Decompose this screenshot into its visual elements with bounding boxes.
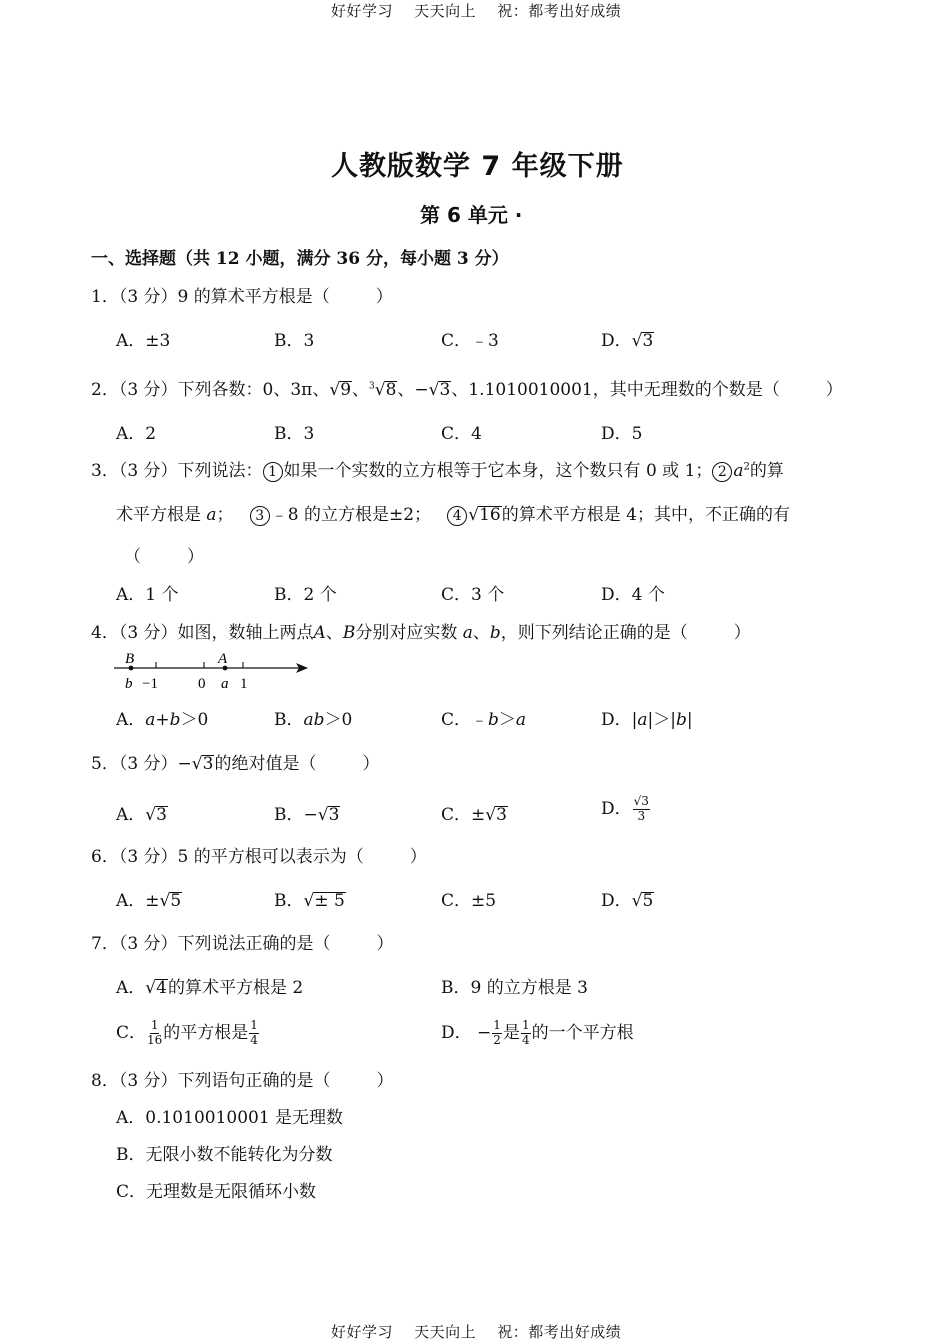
label-a: a (221, 676, 229, 692)
q7-d-post: 的一个平方根 (531, 1023, 634, 1043)
q2-rad9: 9 (340, 380, 352, 400)
q4-c-pre: C．﹣ (441, 710, 489, 730)
q3-l2a: 术平方根是 (116, 505, 201, 525)
q7-d-num2: 1 (521, 1018, 530, 1033)
footer-left: 好好学习 (331, 1323, 394, 1341)
question-4 (91, 618, 751, 643)
circled-1: 1 (263, 462, 283, 482)
q7-option-d (441, 1018, 634, 1048)
q7-d-den1: 2 (493, 1033, 501, 1047)
q7-c-den2: 4 (250, 1033, 258, 1047)
page-header (331, 0, 621, 21)
q7-a-rad: 4 (156, 978, 167, 998)
q5-c-rad: 3 (496, 805, 507, 825)
q5-option-b: B．−√3 (274, 805, 340, 825)
q7-c-num2: 1 (250, 1018, 258, 1033)
q8-stem: 8．（3 分）下列语句正确的是（ (91, 1071, 331, 1091)
q7-d-den2: 4 (521, 1033, 530, 1047)
q5-b-neg: − (303, 805, 318, 825)
q3-close: ） (187, 547, 204, 567)
q1-option-d: D．√3 (601, 331, 654, 351)
q4-d-b: b (675, 710, 687, 730)
question-5: 5．（3 分）−√3的绝对值是（ ） (91, 754, 380, 774)
unit-title: 第 6 单元 · (420, 203, 523, 227)
q4-d-post: | (686, 710, 693, 730)
header-mid: 天天向上 (414, 2, 477, 20)
q3-s2-post: 的算 (749, 461, 784, 481)
q4-d-a: a (637, 710, 648, 730)
q6-option-d: D．√5 (601, 891, 654, 911)
q7-c-den1: 16 (147, 1033, 163, 1047)
q4-c-e2: a (515, 710, 527, 730)
q5-a-rad: 3 (156, 805, 167, 825)
q4-b-pre: B． (274, 710, 304, 730)
q4-a-pre: A． (116, 710, 146, 730)
q4-point-A: A (313, 623, 326, 643)
q3-option-b: B．2 个 (274, 585, 337, 605)
q2-rad3: 3 (439, 380, 451, 400)
q7-a-pre: A． (116, 978, 146, 998)
q2-stem-post: 、1.1010010001，其中无理数的个数是（ (451, 380, 780, 400)
q2-option-d: D．5 (601, 424, 643, 444)
q2-option-a: A．2 (116, 424, 157, 444)
q7-c-mid: 的平方根是 (163, 1023, 249, 1043)
question-3-line-2: 术平方根是 a； 3 ﹣8 的立方根是±2； 4 √16的算术平方根是 4；其中，不正确的有 (116, 505, 790, 525)
footer-mid: 天天向上 (414, 1323, 477, 1341)
q5-close: ） (362, 754, 380, 774)
q2-neg: − (414, 380, 429, 400)
q5-d-pre: D． (601, 799, 632, 819)
q7-c-num1: 1 (150, 1018, 159, 1033)
question-2: 2．（3 分）下列各数：0、3π、√9、$^3$√8、−√3、1.1010010001，其中无理数的个数是（ ） (91, 380, 843, 400)
q5-d-den: 3 (637, 809, 646, 823)
q4-close: ） (733, 623, 751, 643)
page-footer (331, 1321, 621, 1342)
q1-option-c: C．﹣3 (441, 331, 499, 351)
question-3-line-1 (91, 456, 784, 482)
q1-d-prefix: D． (601, 331, 632, 351)
q4-b-post: ＞0 (324, 710, 353, 730)
q5-c-pre: C．± (441, 805, 486, 825)
question-3-line-3 (124, 542, 204, 567)
q3-option-d: D．4 个 (601, 585, 665, 605)
q2-option-b: B．3 (274, 424, 315, 444)
q6-option-a: A．±√5 (116, 891, 182, 911)
q4-a-expr: a+b (145, 710, 181, 730)
q7-d-frac1 (492, 1019, 502, 1048)
q4-option-d (601, 705, 693, 730)
header-left: 好好学习 (331, 2, 394, 20)
q7-option-c (116, 1018, 260, 1048)
q3-var-a: a (733, 461, 744, 481)
q7-d-frac2 (521, 1019, 531, 1048)
label-zero: 0 (198, 676, 206, 692)
footer-right: 祝：都考出好成绩 (497, 1323, 622, 1341)
q7-c-pre: C． (116, 1023, 147, 1043)
q6-b-pre: B． (274, 891, 304, 911)
q4-b-expr: ab (303, 710, 325, 730)
q7-stem: 7．（3 分）下列说法正确的是（ (91, 934, 331, 954)
number-line-figure (110, 648, 320, 694)
q6-stem: 6．（3 分）5 的平方根可以表示为（ (91, 847, 364, 867)
q3-sup: 2 (743, 461, 750, 473)
q5-option-a: A．√3 (116, 805, 167, 825)
question-6 (91, 842, 427, 867)
q8-option-a: A．0.1010010001 是无理数 (116, 1108, 344, 1128)
q6-a-rad: 5 (170, 891, 182, 911)
q7-close: ） (376, 934, 394, 954)
q4-var-a: a (462, 623, 473, 643)
question-7 (91, 929, 394, 954)
q6-d-rad: 5 (642, 891, 654, 911)
q4-d-pre: D．| (601, 710, 638, 730)
q3-s4: 的算术平方根是 4；其中，不正确的有 (501, 505, 790, 525)
label-B: B (125, 651, 135, 667)
section-heading: 一、选择题（共 12 小题，满分 36 分，每小题 3 分） (91, 249, 509, 269)
q4-c-e1: b (488, 710, 499, 730)
q3-rad16: 16 (479, 505, 501, 525)
q2-sep1: 、 (352, 380, 370, 400)
q8-option-b: B．无限小数不能转化为分数 (116, 1145, 333, 1165)
q5-d-fraction (633, 795, 650, 824)
q1-option-b: B．3 (274, 331, 315, 351)
circled-2: 2 (712, 462, 732, 482)
q6-option-b: B．√± 5 (274, 891, 345, 911)
q7-d-mid: 是 (502, 1023, 520, 1043)
q4-c: ，则下列结论正确的是（ (500, 623, 688, 643)
q2-rad8: 8 (385, 380, 397, 400)
q3-option-a: A．1 个 (116, 585, 179, 605)
q6-close: ） (409, 847, 427, 867)
q4-point-B: B (342, 623, 356, 643)
q4-option-a (116, 705, 208, 730)
label-one: 1 (240, 676, 248, 692)
q5-pre: 5．（3 分） (91, 754, 178, 774)
circled-3: 3 (250, 506, 270, 526)
q3-s1: 如果一个实数的立方根等于它本身，这个数只有 0 或 1； (283, 461, 713, 481)
label-A: A (218, 651, 228, 667)
q3-l2-var: a (206, 505, 217, 525)
q1-d-radicand: 3 (642, 331, 654, 351)
q5-b-pre: B． (274, 805, 304, 825)
q7-a-post: 的算术平方根是 2 (167, 978, 304, 998)
q4-a-post: ＞0 (180, 710, 209, 730)
label-b: b (125, 676, 133, 692)
q3-open: （ (124, 547, 141, 567)
q4-sep2: 、 (472, 623, 490, 643)
q2-close: ） (825, 380, 843, 400)
q5-option-d (601, 794, 651, 824)
q6-a-pre: A．± (116, 891, 160, 911)
q7-option-b: B．9 的立方根是 3 (441, 978, 588, 998)
q1-option-a: A．±3 (116, 331, 171, 351)
q7-d-neg: − (477, 1023, 492, 1043)
q2-cube-index: 3 (369, 381, 375, 392)
q1-stem: 1．（3 分）9 的算术平方根是（ (91, 287, 330, 307)
q7-d-num1: 1 (493, 1018, 501, 1033)
q4-sep: 、 (325, 623, 343, 643)
q7-option-a: A．√4的算术平方根是 2 (116, 978, 304, 998)
q8-option-c: C．无理数是无限循环小数 (116, 1182, 317, 1202)
q5-a-pre: A． (116, 805, 146, 825)
question-8 (91, 1066, 394, 1091)
q5-option-c: C．±√3 (441, 805, 507, 825)
q7-c-frac1 (147, 1019, 162, 1048)
q2-option-c: C．4 (441, 424, 482, 444)
q5-d-num: √3 (633, 794, 649, 809)
q2-sep2: 、 (397, 380, 415, 400)
q1-close: ） (375, 287, 393, 307)
q3-l2b: ； (216, 505, 234, 525)
q5-rad: 3 (202, 754, 214, 774)
q5-post: 的绝对值是（ (214, 754, 317, 774)
header-right: 祝：都考出好成绩 (497, 2, 622, 20)
q6-d-pre: D． (601, 891, 632, 911)
question-1 (91, 282, 393, 307)
q4-var-b: b (489, 623, 501, 643)
q5-b-rad: 3 (328, 805, 340, 825)
q6-option-c: C．±5 (441, 891, 497, 911)
q4-c-mid: ＞ (498, 710, 516, 730)
q4-option-c (441, 705, 526, 730)
q5-neg: − (177, 754, 192, 774)
label-neg1: −1 (142, 676, 158, 692)
q7-d-pre: D． (441, 1023, 472, 1043)
q4-a: 4．（3 分）如图，数轴上两点 (91, 623, 314, 643)
q2-stem-pre: 2．（3 分）下列各数：0、3π、 (91, 380, 330, 400)
q3-s3: ﹣8 的立方根是±2； (270, 505, 432, 525)
q6-b-rad: ± 5 (314, 891, 345, 911)
q8-close: ） (376, 1071, 394, 1091)
q4-d-mid: |＞| (647, 710, 676, 730)
q4-b: 分别对应实数 (355, 623, 458, 643)
q3-option-c: C．3 个 (441, 585, 505, 605)
page-title: 人教版数学 7 年级下册 (331, 151, 624, 182)
q3-pre: 3．（3 分）下列说法： (91, 461, 263, 481)
q7-c-frac2 (249, 1019, 259, 1048)
q4-option-b (274, 705, 352, 730)
circled-4: 4 (447, 506, 467, 526)
